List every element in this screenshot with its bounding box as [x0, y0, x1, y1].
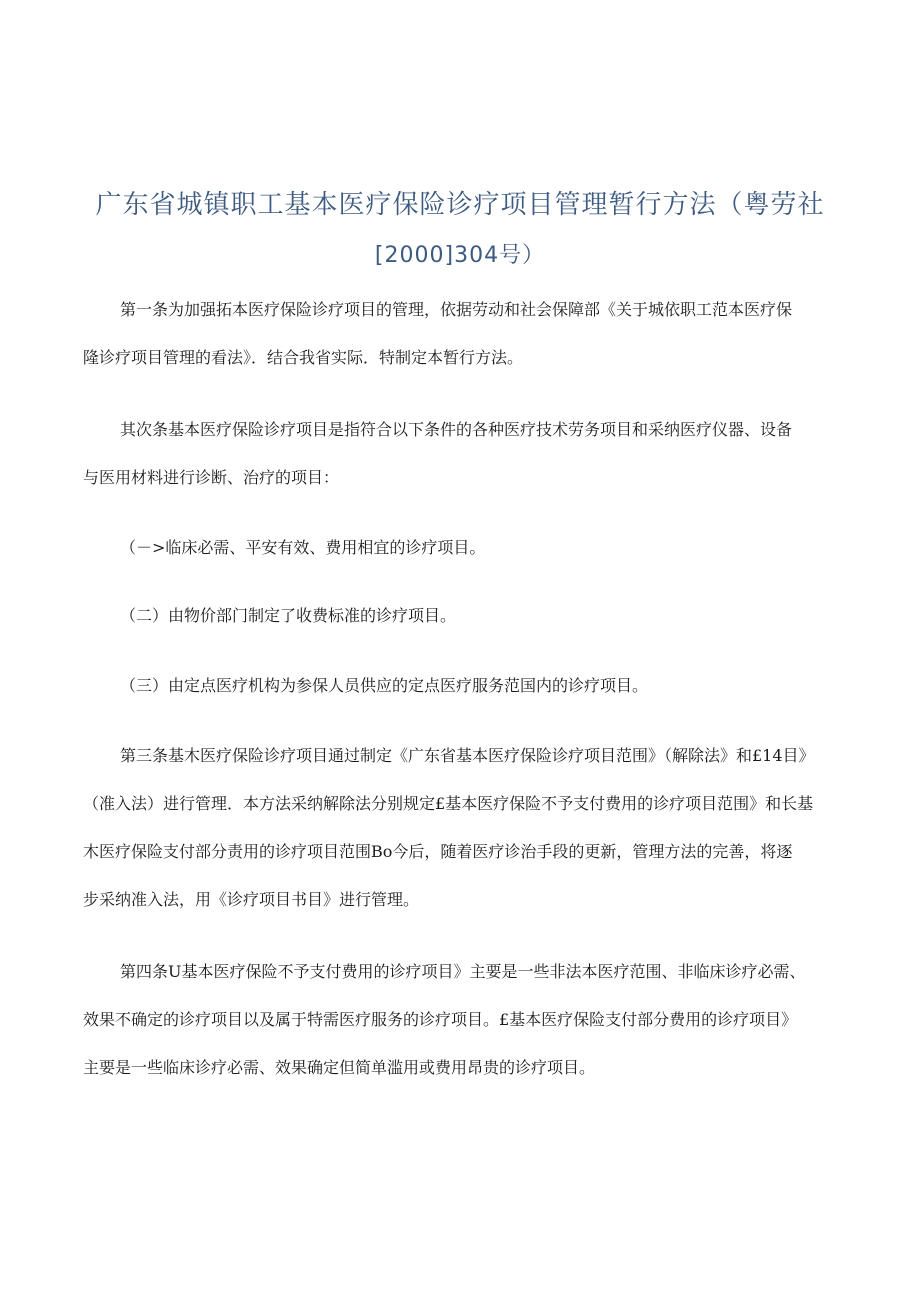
article-2-item-1: （－>临床必需、平安有效、费用相宜的诊疗项目。 [120, 538, 486, 557]
document-title: 广东省城镇职工基本医疗保险诊疗项目管理暂行方法（粤劳社 [95, 190, 825, 220]
document-title-number: [2000]304号） [374, 243, 546, 268]
article-1-line-2: 隆诊疗项目管理的看法》．结合我省实际．特制定本暂行方法。 [83, 348, 524, 367]
article-3-line-2: （准入法）进行管理．本方法采纳解除法分别规定£基本医疗保险不予支付费用的诊疗项目范围》和长基 [83, 794, 814, 813]
article-2-line-1: 其次条基本医疗保险诊疗项目是指符合以下条件的各种医疗技术劳务项目和采纳医疗仪器、设备 [120, 420, 793, 439]
article-3-line-3: 木医疗保险支付部分责用的诊疗项目范围Bo今后，随着医疗诊治手段的更新，管理方法的完善，将逐 [83, 842, 793, 861]
article-1-line-1: 第一条为加强拓本医疗保险诊疗项目的管理，依据劳动和社会保障部《关于城依职工范本医疗保 [120, 300, 793, 319]
article-4-line-3: 主要是一些临床诊疗必需、效果确定但简单滥用或费用昂贵的诊疗项目。 [83, 1058, 596, 1077]
article-4-line-1: 第四条U基本医疗保险不予支付费用的诊疗项目》主要是一些非法本医疗范围、非临床诊疗必需、 [120, 962, 806, 981]
article-2-line-2: 与医用材料进行诊断、治疗的项目： [83, 468, 340, 487]
article-2-item-3: （三）由定点医疗机构为参保人员供应的定点医疗服务范国内的诊疗项目。 [120, 676, 649, 695]
article-3-line-1: 第三条基木医疗保险诊疗项目通过制定《广东省基本医疗保险诊疗项目范围》（解除法》和£14目》 [120, 746, 815, 765]
article-4-line-2: 效果不确定的诊疗项目以及属于特需医疗服务的诊疗项目。£基本医疗保险支付部分费用的诊疗项目》 [83, 1010, 798, 1029]
article-3-line-4: 步采纳准入法，用《诊疗项目书目》进行管理。 [83, 890, 420, 909]
article-2-item-2: （二）由物价部门制定了收费标准的诊疗项目。 [120, 606, 457, 625]
